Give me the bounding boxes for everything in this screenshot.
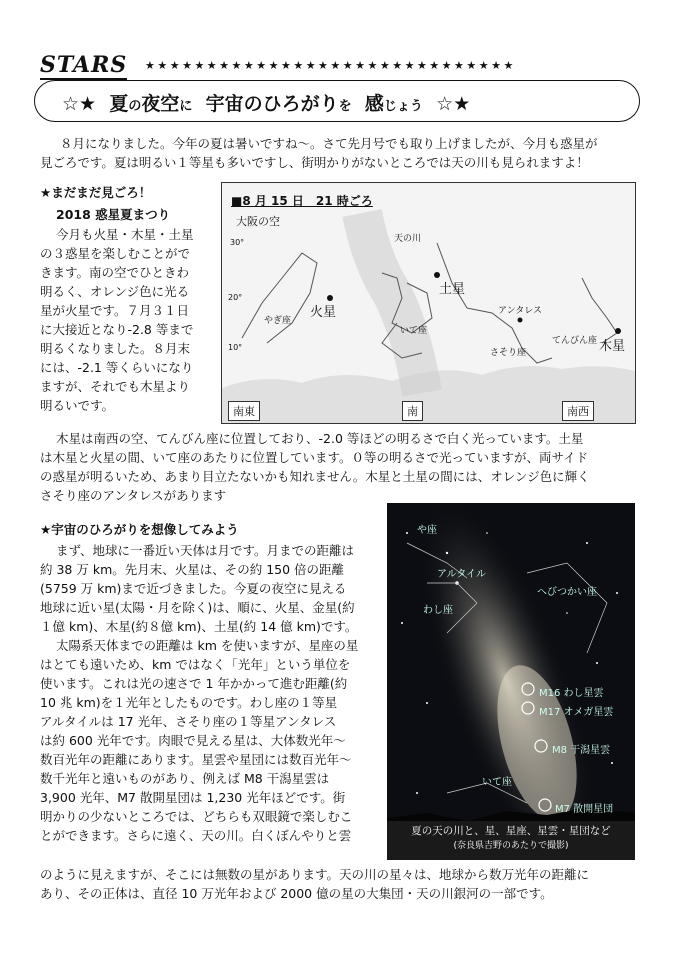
direction-southwest: 南西	[562, 401, 594, 421]
milky-way-label: 天の川	[394, 234, 422, 244]
s2-line: 数千光年と遠いものがあり、例えば M8 干潟星雲は	[40, 771, 330, 786]
libra-label: てんびん座	[552, 336, 598, 346]
s1-line: 今月も火星・木星・土星	[56, 227, 194, 242]
s1-full-line: さそり座のアンタレスがあります	[40, 488, 227, 503]
alt-label-30: 30°	[230, 238, 245, 247]
s1-line: に大接近となり-2.8 等まで	[40, 322, 194, 337]
s2-line: 使います。これは光の速さで 1 年かかって進む距離(約	[40, 676, 348, 691]
section1-heading: ★まだまだ見ごろ！	[40, 185, 152, 200]
s2-line: 太陽系天体までの距離は km を使いますが、星座の星	[56, 638, 359, 653]
capricornus-label: やぎ座	[264, 316, 292, 326]
section1-column	[40, 225, 218, 415]
star-row-decoration: ★★★★★★★★★★★★★★★★★★★★★★★★★★★★★★	[145, 59, 516, 72]
s2-line: アルタイルは 17 光年、さそり座の１等星アンタレス	[40, 714, 337, 729]
section2-heading: ★宇宙のひろがりを想像してみよう	[40, 522, 239, 537]
s1-line: 明るくなりました。８月末	[40, 341, 191, 356]
intro-line-2: 見ごろです。夏は明るい１等星も多いですし、街明かりがないところでは天の川も見られますよ！	[40, 155, 589, 170]
scorpius-label: さそり座	[490, 348, 527, 358]
s1-line: ますが、それでも木星より	[40, 379, 191, 394]
saturn-label: 土星	[439, 282, 466, 297]
s1-line: には、-2.1 等くらいになり	[40, 360, 194, 375]
mars-label: 火星	[310, 305, 337, 320]
s2-line: 3,900 光年、M7 散開星団は 1,230 光年ほどです。街	[40, 790, 346, 805]
s1-full-line: の惑星が明るいため、あまり目立たないかも知れません。木星と土星の間には、オレンジ色に輝く	[40, 469, 590, 484]
s2-line: １億 km)、木星(約８億 km)、土星(約 14 億 km)です。	[40, 619, 358, 634]
intro-line-1: ８月になりました。今年の夏は暑いですね～。さて先月号でも取り上げましたが、今月も惑星が	[60, 136, 598, 151]
s2-line: は約 600 光年です。肉眼で見える星は、大体数光年～	[40, 733, 346, 748]
photo-label-m16: M16 わし星雲	[539, 688, 604, 699]
s2-line: 数百光年の距離にあります。星雲や星団には数百光年～	[40, 752, 352, 767]
photo-label-aquila: わし座	[423, 605, 453, 616]
s1-line: 明るいです。	[40, 398, 115, 413]
s1-full-line: 木星は南西の空、てんびん座に位置しており、-2.0 等ほどの明るさで白く光っています。土星	[56, 431, 584, 446]
photo-caption: 夏の天の川と、星、星座、星雲・星団など (奈良県吉野のあたりで撮影)	[387, 821, 635, 860]
s1-line: 明るく、オレンジ色に光る	[40, 284, 190, 299]
s2-line: とができます。さらに遠く、天の川。白くぼんやりと雲	[40, 828, 352, 843]
s1-full-line: は木星と火星の間、いて座のあたりに位置しています。０等の明るさで光っていますが、両サイド	[40, 450, 589, 465]
photo-label-m8: M8 干潟星雲	[552, 745, 611, 756]
sagittarius-label: いて座	[400, 326, 428, 336]
s2-line: はとても遠いため、km ではなく「光年」という単位を	[40, 657, 351, 672]
photo-label-ophiuchus: へびつかい座	[537, 587, 597, 598]
s1-line: 星が火星です。７月３１日	[40, 303, 190, 318]
section1-subheading: 2018 惑星夏まつり	[56, 207, 171, 222]
photo-label-sagitta: や座	[417, 525, 437, 536]
direction-southeast: 南東	[228, 401, 260, 421]
s2-line: 明かりの少ないところでは、どちらも双眼鏡で楽しむこ	[40, 809, 353, 824]
page-title: ☆★ 夏の夜空に 宇宙のひろがりを 感じょう ☆★	[62, 93, 471, 115]
s1-line: きます。南の空でひときわ	[40, 265, 190, 280]
sky-map-svg	[222, 183, 635, 423]
direction-south: 南	[402, 401, 423, 421]
s1-line: の３惑星を楽しむことがで	[40, 246, 191, 261]
s2-line: 約 38 万 km。先月末、火星は、その約 150 倍の距離	[40, 562, 345, 577]
map-title: ■8 月 15 日 21 時ごろ	[231, 194, 373, 208]
sky-map	[221, 182, 636, 424]
section2-column	[40, 541, 384, 845]
photo-label-m17: M17 オメガ星雲	[539, 707, 614, 718]
alt-label-20: 20°	[228, 293, 243, 302]
s2-line: まず、地球に一番近い天体は月です。月までの距離は	[56, 543, 355, 558]
jupiter-label: 木星	[599, 339, 626, 354]
s2-line: 地球に近い星(太陽・月を除く)は、順に、火星、金星(約	[40, 600, 355, 615]
section2-full	[40, 865, 640, 903]
s2-full-line: のように見えますが、そこには無数の星があります。天の川の星々は、地球から数万光年の距離に	[40, 867, 590, 882]
alt-label-10: 10°	[228, 343, 243, 352]
photo-label-altair: アルタイル	[437, 569, 486, 580]
map-city: 大阪の空	[236, 215, 280, 228]
s2-line: 10 兆 km)を１光年としたものです。わし座の１等星	[40, 695, 338, 710]
s2-line: (5759 万 km)まで近づきました。今夏の夜空に見える	[40, 581, 347, 596]
photo-label-m7: M7 散開星団	[555, 804, 614, 815]
antares-label: アンタレス	[498, 306, 543, 316]
logo: STARS	[40, 52, 128, 78]
s2-full-line: あり、その正体は、直径 10 万光年および 2000 億の星の大集団・天の川銀河の一部です。	[40, 886, 553, 901]
photo-label-sagittarius: いて座	[482, 777, 512, 788]
section1-full	[40, 429, 640, 505]
milky-way-photo	[387, 503, 635, 858]
